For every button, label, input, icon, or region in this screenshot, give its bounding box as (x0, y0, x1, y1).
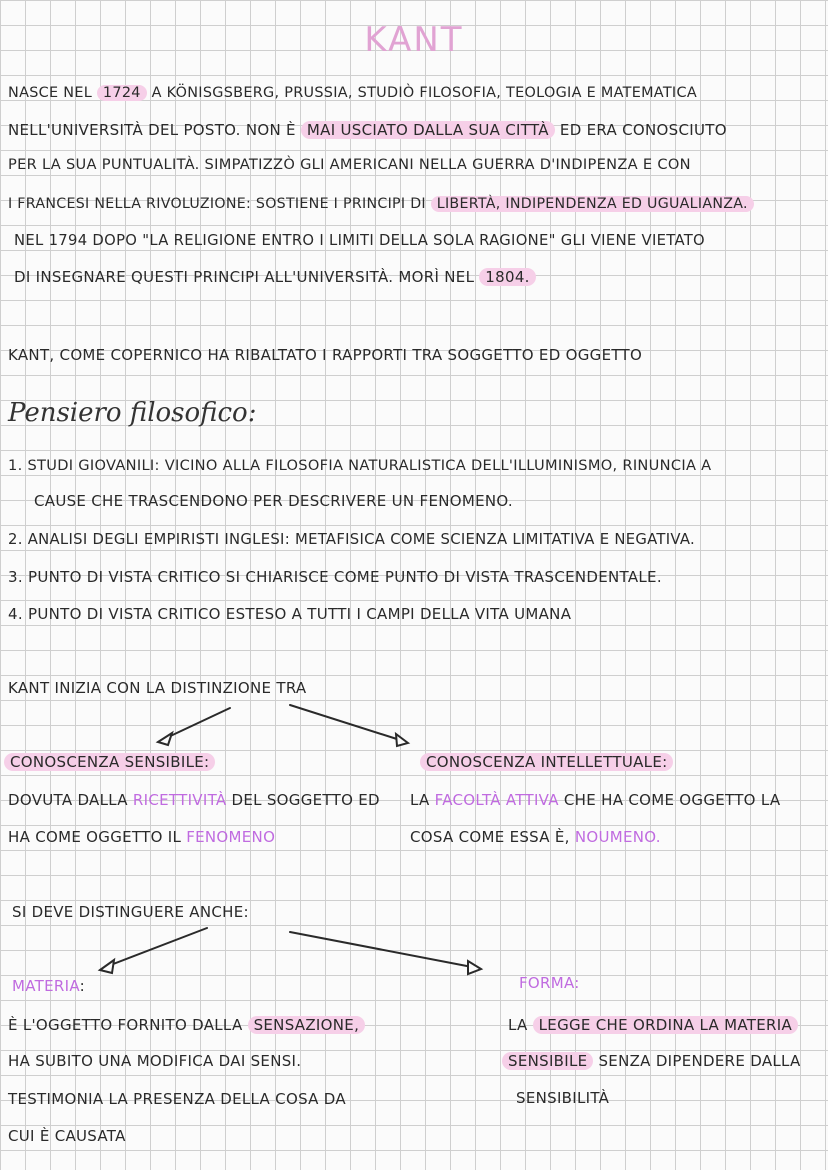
text: LA (410, 791, 435, 809)
arrow-right-line (290, 705, 400, 740)
copernico-line: KANT, COME COPERNICO HA RIBALTATO I RAPPORTI TRA SOGGETTO ED OGGETTO (8, 346, 643, 364)
text: NASCE NEL (8, 85, 97, 101)
materia-line-4: CUI È CAUSATA (8, 1127, 126, 1145)
text: DEL SOGGETTO ED (226, 791, 380, 809)
arrow-forma-line (290, 932, 472, 967)
forma-line-3: SENSIBILITÀ (516, 1089, 610, 1107)
arrow-right-head (396, 734, 408, 746)
text: DI INSEGNARE QUESTI PRINCIPI ALL'UNIVERSITÀ. MORÌ NEL (14, 268, 480, 286)
keyword: FACOLTÀ ATTIVA (434, 791, 559, 809)
text: HA COME OGGETTO IL (8, 828, 187, 846)
point-4: 4. PUNTO DI VISTA CRITICO ESTESO A TUTTI I CAMPI DELLA VITA UMANA (8, 605, 572, 623)
arrow-left-line (164, 708, 230, 739)
point-1-line-2: CAUSE CHE TRASCENDONO PER DESCRIVERE UN FENOMENO. (34, 492, 513, 510)
text: LA (508, 1016, 533, 1034)
highlight-title: CONOSCENZA SENSIBILE: (4, 753, 215, 771)
keyword: NOUMENO. (574, 828, 661, 846)
intro-line-3: PER LA SUA PUNTUALITÀ. SIMPATIZZÒ GLI AMERICANI NELLA GUERRA D'INDIPENZA E CON (8, 156, 691, 173)
anche-intro: SI DEVE DISTINGUERE ANCHE: (12, 903, 249, 921)
point-2: 2. ANALISI DEGLI EMPIRISTI INGLESI: METAFISICA COME SCIENZA LIMITATIVA E NEGATIVA. (8, 531, 696, 548)
point-1-line-1: 1. STUDI GIOVANILI: VICINO ALLA FILOSOFIA NATURALISTICA DELL'ILLUMINISMO, RINUNCIA A (8, 457, 712, 474)
text: SENZA DIPENDERE DALLA (593, 1052, 801, 1070)
text: A KÖNISGSBERG, PRUSSIA, STUDIÒ FILOSOFIA, TEOLOGIA E MATEMATICA (146, 85, 697, 101)
page-title: KANT (364, 20, 464, 60)
keyword: RICETTIVITÀ (132, 791, 227, 809)
highlight-sensibile: SENSIBILE (502, 1052, 593, 1070)
distinzione-intro: KANT INIZIA CON LA DISTINZIONE TRA (8, 679, 307, 697)
text: DOVUTA DALLA (8, 791, 133, 809)
highlight-city: MAI USCIATO DALLA SUA CITTÀ (301, 121, 555, 139)
text: CHE HA COME OGGETTO LA (558, 791, 781, 809)
highlight-sensazione: SENSAZIONE, (248, 1016, 366, 1034)
arrow-left-head (158, 733, 172, 745)
materia-line-2: HA SUBITO UNA MODIFICA DAI SENSI. (8, 1052, 302, 1070)
text: : (79, 977, 85, 995)
arrow-forma-head (468, 961, 481, 974)
text: È L'OGGETTO FORNITO DALLA (8, 1016, 248, 1034)
keyword: MATERIA (12, 977, 80, 995)
section-heading: Pensiero filosofico: (8, 398, 257, 428)
highlight-title: CONOSCENZA INTELLETTUALE: (420, 753, 673, 771)
highlight-death-year: 1804. (479, 268, 535, 286)
highlight-birth-year: 1724 (97, 85, 147, 101)
arrow-materia-head (100, 960, 114, 973)
point-3: 3. PUNTO DI VISTA CRITICO SI CHIARISCE COME PUNTO DI VISTA TRASCENDENTALE. (8, 568, 662, 586)
materia-line-3: TESTIMONIA LA PRESENZA DELLA COSA DA (8, 1090, 346, 1108)
highlight-principles: LIBERTÀ, INDIPENDENZA ED UGUALIANZA. (431, 196, 754, 212)
text: COSA COME ESSA È, (410, 828, 575, 846)
text: ED ERA CONOSCIUTO (554, 121, 727, 139)
arrow-materia-line (108, 928, 207, 966)
text: NELL'UNIVERSITÀ DEL POSTO. NON È (8, 121, 301, 139)
intro-line-5: NEL 1794 DOPO "LA RELIGIONE ENTRO I LIMITI DELLA SOLA RAGIONE" GLI VIENE VIETATO (14, 232, 705, 249)
keyword: FENOMENO (186, 828, 276, 846)
keyword: FORMA: (519, 974, 580, 992)
text: I FRANCESI NELLA RIVOLUZIONE: SOSTIENE I PRINCIPI DI (8, 196, 431, 212)
highlight-legge: LEGGE CHE ORDINA LA MATERIA (533, 1016, 798, 1034)
